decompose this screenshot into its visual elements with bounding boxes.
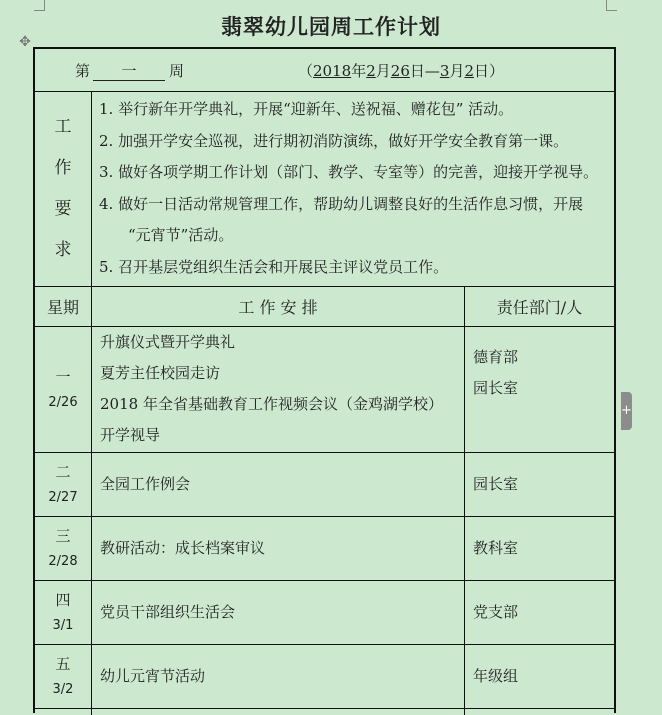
header-dept: 责任部门/人 bbox=[496, 297, 583, 317]
table-rule bbox=[35, 644, 614, 645]
end-month: 3 bbox=[439, 62, 450, 80]
table-rule bbox=[35, 516, 614, 517]
requirement-item: 4. 做好一日活动常规管理工作，帮助幼儿调整良好的生活作息习惯，开展 bbox=[99, 194, 584, 213]
task-item: 全园工作例会 bbox=[100, 475, 191, 493]
week-row bbox=[35, 49, 614, 91]
header-day: 星期 bbox=[46, 297, 79, 317]
requirement-item: 3. 做好各项学期工作计划（部门、教学、专室等）的完善，迎接开学视导。 bbox=[99, 163, 599, 181]
dept-item: 德育部 bbox=[473, 348, 519, 366]
dept-item: 年级组 bbox=[473, 667, 519, 685]
table-rule bbox=[35, 452, 614, 453]
table-rule bbox=[35, 286, 614, 287]
dept-item: 教科室 bbox=[473, 539, 519, 557]
task-cell-mon bbox=[100, 327, 460, 451]
document-title: 翡翠幼儿园周工作计划 bbox=[221, 15, 441, 39]
dept-cell-mon bbox=[473, 342, 613, 404]
task-item: 升旗仪式暨开学典礼 bbox=[100, 333, 236, 351]
header-work: 工 作 安 排 bbox=[238, 297, 318, 317]
week-prefix: 第 bbox=[75, 62, 91, 80]
week-number: 一 bbox=[93, 60, 165, 81]
requirement-item: 1. 举行新年开学典礼，开展“迎新年、送祝福、赠花包” 活动。 bbox=[99, 100, 514, 118]
start-month: 2 bbox=[366, 62, 376, 80]
requirement-item: 5. 召开基层党组织生活会和开展民主评议党员工作。 bbox=[99, 257, 449, 276]
requirement-item: “元宵节”活动。 bbox=[128, 226, 234, 244]
table-rule bbox=[91, 91, 92, 715]
page-corner-mark-left bbox=[34, 0, 45, 11]
dept-item: 园长室 bbox=[473, 475, 519, 493]
requirement-item: 2. 加强开学安全巡视，进行期初消防演练，做好开学安全教育第一课。 bbox=[99, 131, 569, 150]
task-item: 幼儿元宵节活动 bbox=[100, 667, 206, 685]
task-cell-thu bbox=[100, 597, 460, 628]
week-suffix: 周 bbox=[169, 62, 185, 80]
dept-cell-tue bbox=[473, 469, 613, 500]
task-item: 夏芳主任校园走访 bbox=[100, 364, 221, 382]
dept-item: 党支部 bbox=[473, 603, 519, 621]
day-cell-fri: 五 3/2 bbox=[52, 654, 74, 697]
task-cell-fri bbox=[100, 661, 460, 692]
task-cell-tue bbox=[100, 469, 460, 500]
table-move-handle-icon[interactable]: ✥ bbox=[19, 34, 31, 50]
add-row-plus-icon[interactable]: + bbox=[621, 392, 632, 430]
task-cell-wed bbox=[100, 533, 460, 564]
task-item: 教研活动：成长档案审议 bbox=[100, 539, 266, 557]
table-rule bbox=[35, 91, 614, 92]
table-rule bbox=[464, 286, 465, 715]
end-day: 2 bbox=[464, 62, 474, 80]
dept-cell-wed bbox=[473, 533, 613, 564]
dept-item: 园长室 bbox=[473, 379, 519, 397]
dept-cell-thu bbox=[473, 597, 613, 628]
requirements-list bbox=[99, 94, 617, 283]
dept-cell-fri bbox=[473, 661, 613, 692]
year: 2018 bbox=[313, 62, 352, 80]
day-cell-thu: 四 3/1 bbox=[52, 590, 74, 633]
task-item: 2018 年全省基础教育工作视频会议（金鸡湖学校） bbox=[100, 395, 443, 413]
week-date-range: （2018年2月26日—3月2日） bbox=[298, 62, 505, 80]
day-cell-mon: 一 2/26 bbox=[48, 367, 78, 410]
table-rule bbox=[35, 708, 614, 709]
day-cell-tue: 二 2/27 bbox=[48, 462, 78, 505]
day-cell-wed: 三 2/28 bbox=[48, 526, 78, 569]
task-item: 开学视导 bbox=[100, 426, 161, 444]
page-corner-mark-right bbox=[606, 0, 617, 11]
start-day: 26 bbox=[390, 62, 410, 80]
weekly-plan-table bbox=[33, 47, 616, 713]
task-item: 党员干部组织生活会 bbox=[100, 603, 236, 621]
table-rule bbox=[35, 580, 614, 581]
requirements-label: 工 作 要 求 bbox=[54, 117, 72, 260]
